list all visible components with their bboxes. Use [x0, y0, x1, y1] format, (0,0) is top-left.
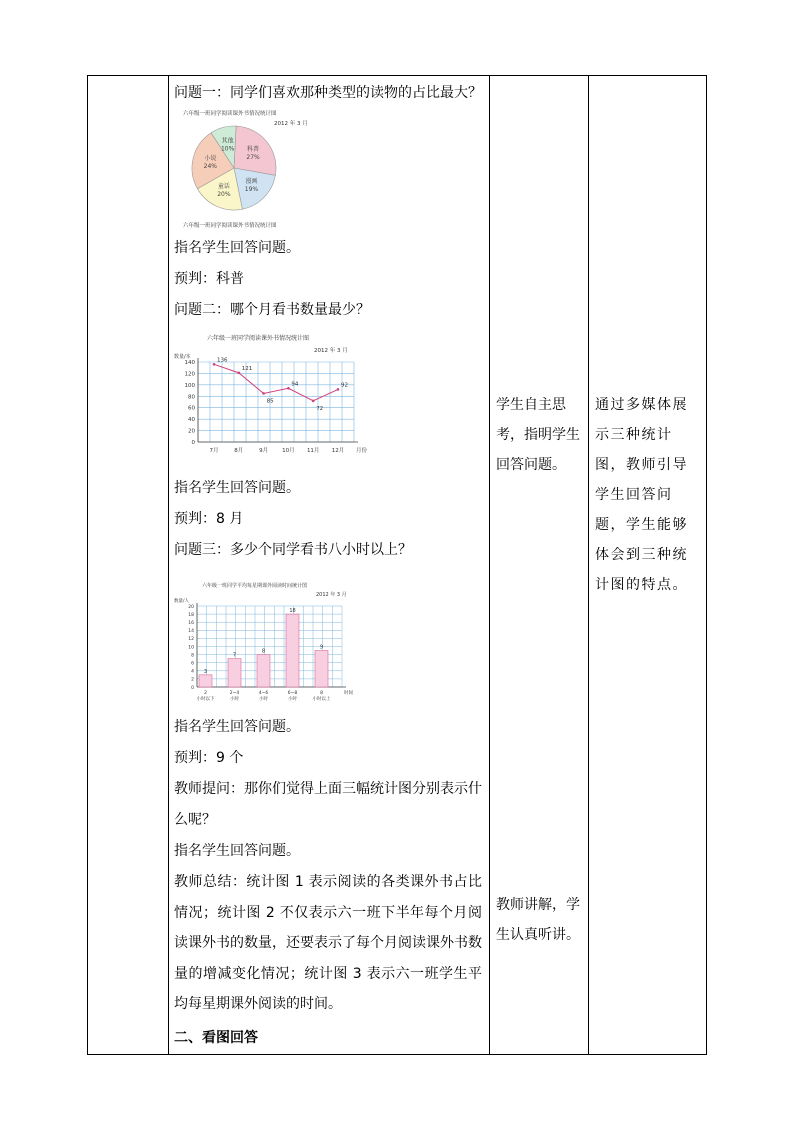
x-axis-label: 月份	[356, 448, 367, 454]
answer-prompt-2: 指名学生回答问题。	[174, 480, 300, 496]
chart-subtitle: 2012 年 3 月	[316, 592, 347, 598]
y-tick-label: 40	[188, 417, 195, 424]
x-tick-label: 8月	[234, 448, 244, 454]
slice-value-label: 20%	[217, 191, 231, 199]
x-tick-label: 4~6	[258, 691, 269, 696]
data-label: 7	[232, 652, 237, 659]
y-axis-label: 数量/本	[174, 354, 191, 360]
question-3: 问题三：多少个同学看书八小时以上？	[174, 542, 412, 558]
x-tick-label: 9月	[259, 448, 269, 454]
series-line	[214, 364, 338, 401]
x-axis-label: 时间	[344, 691, 353, 696]
data-label: 136	[217, 357, 228, 364]
x-tick-label: 小时	[230, 697, 239, 702]
data-label: 3	[203, 668, 208, 675]
x-tick-label: 12月	[331, 448, 345, 454]
x-tick-label: 小时	[259, 697, 268, 702]
y-tick-label: 120	[184, 371, 195, 378]
bar	[199, 675, 212, 687]
prediction-3: 预判：9 个	[174, 750, 244, 766]
x-tick-label: 小时以上	[312, 697, 331, 702]
teacher-summary: 教师总结：统计图 1 表示阅读的各类课外书占比情况；统计图 2 不仅表示六一班下半年每个月阅读课外书的数量，还要表示了每个月阅读课外书数量的增减变化情况；统计图 3 表示六一班学生平均每星期课外阅读的时间。	[174, 874, 482, 1012]
chart-subtitle: 2012 年 3 月	[314, 348, 348, 354]
data-label: 85	[266, 398, 274, 405]
prediction-2: 预判：8 月	[174, 511, 244, 527]
design-intent-column	[589, 76, 707, 1054]
x-tick-label: 11月	[306, 448, 320, 454]
y-tick-label: 0	[191, 685, 194, 691]
y-tick-label: 20	[188, 428, 195, 435]
section-heading: 二、看图回答	[174, 1030, 258, 1046]
y-tick-label: 14	[188, 629, 194, 635]
x-tick-label: 6~8	[287, 691, 298, 696]
teacher-activity-column	[169, 76, 489, 1054]
chart-title: 六年级一班同学平均每星期课外阅读时间统计图	[202, 583, 308, 589]
chart-title: 六年级一班同学阅读课外书情况统计图	[207, 335, 310, 342]
y-tick-label: 20	[188, 604, 194, 610]
y-tick-label: 60	[188, 405, 195, 412]
bar-chart	[172, 581, 362, 706]
y-tick-label: 2	[191, 677, 194, 683]
data-label: 8	[261, 648, 266, 655]
slice-label: 科普	[247, 145, 260, 153]
data-label: 94	[291, 381, 299, 388]
y-tick-label: 140	[184, 360, 195, 366]
chart-subtitle: 2012 年 3 月	[274, 121, 308, 127]
data-point	[262, 392, 265, 395]
student-activity-1: 学生自主思考，指明学生回答问题。	[496, 397, 580, 473]
data-point	[238, 372, 241, 375]
bar	[315, 651, 328, 687]
slice-value-label: 24%	[203, 163, 218, 171]
data-label: 18	[289, 608, 296, 615]
line-chart	[172, 331, 367, 461]
data-label: 9	[319, 644, 324, 651]
answer-prompt-1: 指名学生回答问题。	[174, 240, 300, 256]
slice-value-label: 27%	[246, 153, 260, 161]
question-2: 问题二：哪个月看书数量最少？	[174, 302, 370, 318]
x-tick-label: 10月	[282, 448, 295, 454]
slice-label: 其他	[221, 137, 234, 145]
y-tick-label: 100	[184, 382, 195, 389]
data-label: 121	[241, 365, 253, 372]
bar	[228, 659, 241, 687]
data-label: 72	[316, 405, 324, 412]
slice-label: 童话	[217, 183, 230, 191]
bar	[286, 614, 299, 687]
x-tick-label: 2	[204, 691, 207, 696]
y-tick-label: 16	[188, 621, 194, 626]
prediction-1: 预判：科普	[174, 271, 244, 287]
y-tick-label: 6	[191, 661, 194, 667]
chart-caption: 六年级一班同学阅读课外书情况统计图	[183, 223, 277, 229]
x-tick-label: 小时	[288, 697, 297, 702]
data-label: 92	[341, 382, 348, 389]
y-tick-label: 10	[188, 645, 194, 651]
design-intent: 通过多媒体展示三种统计图，教师引导学生回答问题，学生能够体会到三种统计图的特点。	[595, 397, 688, 593]
y-tick-label: 18	[188, 612, 194, 618]
y-tick-label: 12	[188, 637, 194, 643]
student-activity-2: 教师讲解，学生认真听讲。	[496, 897, 580, 943]
slice-value-label: 10%	[220, 145, 235, 153]
slice-label: 小说	[204, 155, 217, 163]
slice-label: 漫画	[245, 178, 258, 186]
y-tick-label: 0	[191, 440, 195, 446]
answer-prompt-3: 指名学生回答问题。	[174, 719, 300, 735]
y-tick-label: 80	[188, 394, 195, 401]
y-tick-label: 8	[191, 653, 194, 659]
teacher-question: 教师提问：那你们觉得上面三幅统计图分别表示什么呢？	[174, 781, 482, 828]
data-point	[213, 363, 216, 366]
data-point	[312, 400, 315, 403]
bar	[257, 655, 270, 687]
lesson-table	[87, 75, 707, 1055]
y-tick-label: 4	[191, 669, 194, 675]
question-1: 问题一：同学们喜欢那种类型的读物的占比最大？	[174, 85, 482, 101]
data-point	[287, 387, 290, 390]
data-point	[337, 388, 340, 391]
x-tick-label: 小时以下	[196, 697, 215, 702]
x-tick-label: 7月	[209, 448, 219, 454]
x-tick-label: 8	[320, 691, 323, 696]
chart-title: 六年级一班同学阅读课外书情况统计图	[183, 111, 277, 117]
x-tick-label: 2~4	[229, 691, 240, 696]
answer-prompt-4: 指名学生回答问题。	[174, 843, 300, 859]
slice-value-label: 19%	[244, 186, 259, 194]
pie-chart	[179, 108, 329, 230]
student-activity-column	[490, 76, 588, 1054]
y-axis-label: 数量/人	[174, 599, 190, 604]
